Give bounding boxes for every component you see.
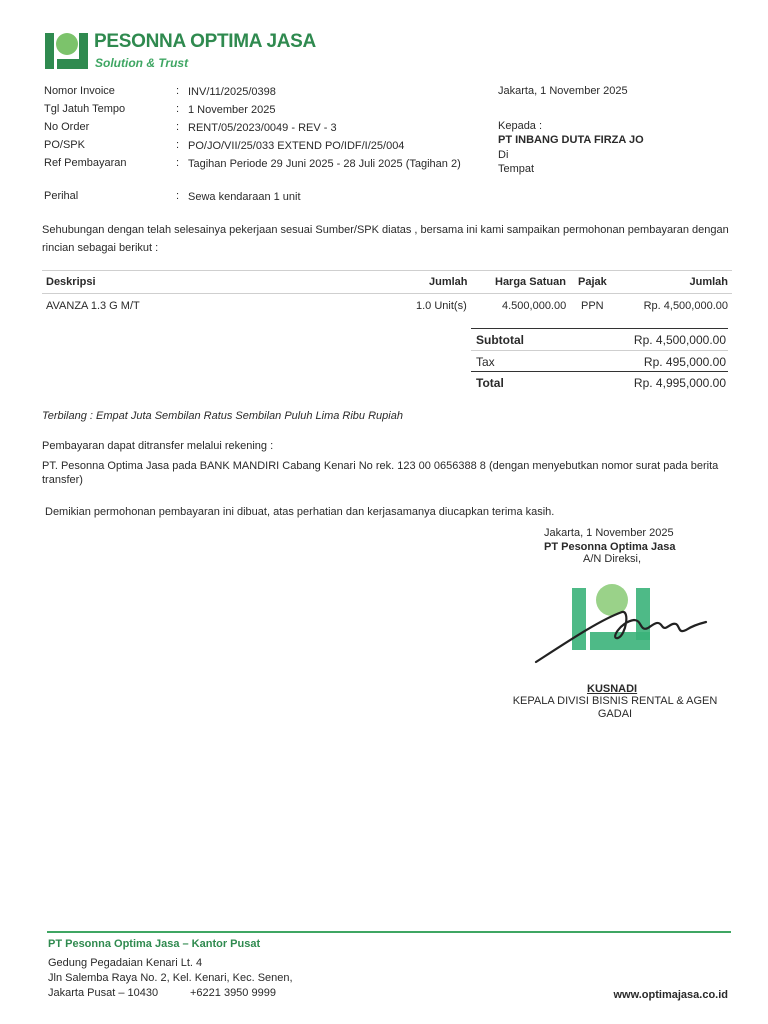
header-deskripsi: Deskripsi	[46, 276, 96, 288]
tax-value: Rp. 495,000.00	[643, 355, 726, 369]
signature-company: PT Pesonna Optima Jasa	[544, 541, 676, 553]
signatory-name: KUSNADI	[587, 683, 638, 695]
field-colon: :	[176, 157, 180, 169]
field-colon: :	[176, 139, 180, 151]
field-label-jatuh-tempo: Tgl Jatuh Tempo	[44, 103, 126, 115]
field-label-no-order: No Order	[44, 121, 90, 133]
signatory-title: KEPALA DIVISI BISNIS RENTAL & AGEN GADAI	[512, 695, 718, 720]
recipient-tempat: Tempat	[498, 163, 535, 175]
cell-pajak: PPN	[581, 300, 604, 312]
cell-deskripsi: AVANZA 1.3 G M/T	[46, 300, 140, 312]
header-jumlah-qty: Jumlah	[429, 276, 468, 288]
summary-top-rule	[471, 328, 728, 329]
subtotal-label: Subtotal	[476, 333, 524, 347]
field-value-jatuh-tempo: 1 November 2025	[188, 104, 276, 116]
total-label: Total	[476, 376, 504, 390]
field-label-po-spk: PO/SPK	[44, 139, 85, 151]
field-value-nomor-invoice: INV/11/2025/0398	[188, 86, 276, 98]
subtotal-value: Rp. 4,500,000.00	[633, 333, 726, 347]
field-label-nomor-invoice: Nomor Invoice	[44, 85, 115, 97]
footer-address-1: Gedung Pegadaian Kenari Lt. 4	[48, 957, 203, 969]
company-name: PESONNA OPTIMA JASA	[94, 31, 316, 52]
cell-jumlah-qty: 1.0 Unit(s)	[416, 300, 467, 312]
signature-an: A/N Direksi,	[583, 553, 642, 565]
tax-label: Tax	[476, 355, 495, 369]
field-value-po-spk: PO/JO/VII/25/033 EXTEND PO/IDF/I/25/004	[188, 140, 405, 152]
intro-paragraph: Sehubungan dengan telah selesainya pekerjaan sesuai Sumber/SPK diatas , bersama ini kami sampaikan permohonan pembayaran dengan rincian sebagai berikut :	[42, 224, 729, 254]
header-jumlah-total: Jumlah	[689, 276, 728, 288]
total-value: Rp. 4,995,000.00	[633, 376, 726, 390]
header-pajak: Pajak	[578, 276, 607, 288]
footer-address-2: Jln Salemba Raya No. 2, Kel. Kenari, Kec. Senen,	[48, 972, 293, 984]
field-label-ref-pembayaran: Ref Pembayaran	[44, 157, 127, 169]
recipient-di: Di	[498, 149, 509, 161]
field-colon: :	[176, 190, 180, 202]
field-colon: :	[176, 103, 180, 115]
payment-heading: Pembayaran dapat ditransfer melalui rekening :	[42, 440, 274, 452]
payment-details: PT. Pesonna Optima Jasa pada BANK MANDIRI Cabang Kenari No rek. 123 00 0656388 8 (dengan menyebutkan nomor surat pada berita transfer)	[42, 460, 719, 486]
field-value-perihal: Sewa kendaraan 1 unit	[188, 191, 301, 203]
table-top-rule	[42, 270, 732, 271]
footer-phone: +6221 3950 9999	[190, 987, 276, 999]
stamp-signature-icon	[530, 580, 720, 670]
cell-harga-satuan: 4.500,000.00	[502, 300, 567, 312]
footer-title: PT Pesonna Optima Jasa – Kantor Pusat	[48, 938, 261, 950]
footer-divider	[47, 931, 731, 933]
footer-website[interactable]: www.optimajasa.co.id	[613, 989, 728, 1001]
summary-total-rule	[471, 371, 728, 372]
field-label-perihal: Perihal	[44, 190, 79, 202]
cell-jumlah-total: Rp. 4,500,000.00	[643, 300, 728, 312]
header-harga-satuan: Harga Satuan	[495, 276, 566, 288]
company-tagline: Solution & Trust	[95, 56, 189, 70]
footer-city: Jakarta Pusat – 10430	[48, 987, 159, 999]
recipient-kepada-label: Kepada :	[498, 120, 543, 132]
signature-place-date: Jakarta, 1 November 2025	[544, 527, 674, 539]
summary-mid-rule	[471, 350, 728, 351]
field-value-no-order: RENT/05/2023/0049 - REV - 3	[188, 122, 337, 134]
field-value-ref-pembayaran: Tagihan Periode 29 Juni 2025 - 28 Juli 2025 (Tagihan 2)	[188, 158, 461, 170]
field-colon: :	[176, 121, 180, 133]
terbilang-text: Terbilang : Empat Juta Sembilan Ratus Sembilan Puluh Lima Ribu Rupiah	[42, 410, 403, 422]
field-colon: :	[176, 85, 180, 97]
recipient-name: PT INBANG DUTA FIRZA JO	[498, 134, 644, 146]
pj-logo-icon	[45, 31, 91, 71]
invoice-place-date: Jakarta, 1 November 2025	[498, 85, 628, 97]
closing-paragraph: Demikian permohonan pembayaran ini dibuat, atas perhatian dan kerjasamanya diucapkan terima kasih.	[45, 506, 555, 518]
table-header-rule	[42, 293, 732, 294]
